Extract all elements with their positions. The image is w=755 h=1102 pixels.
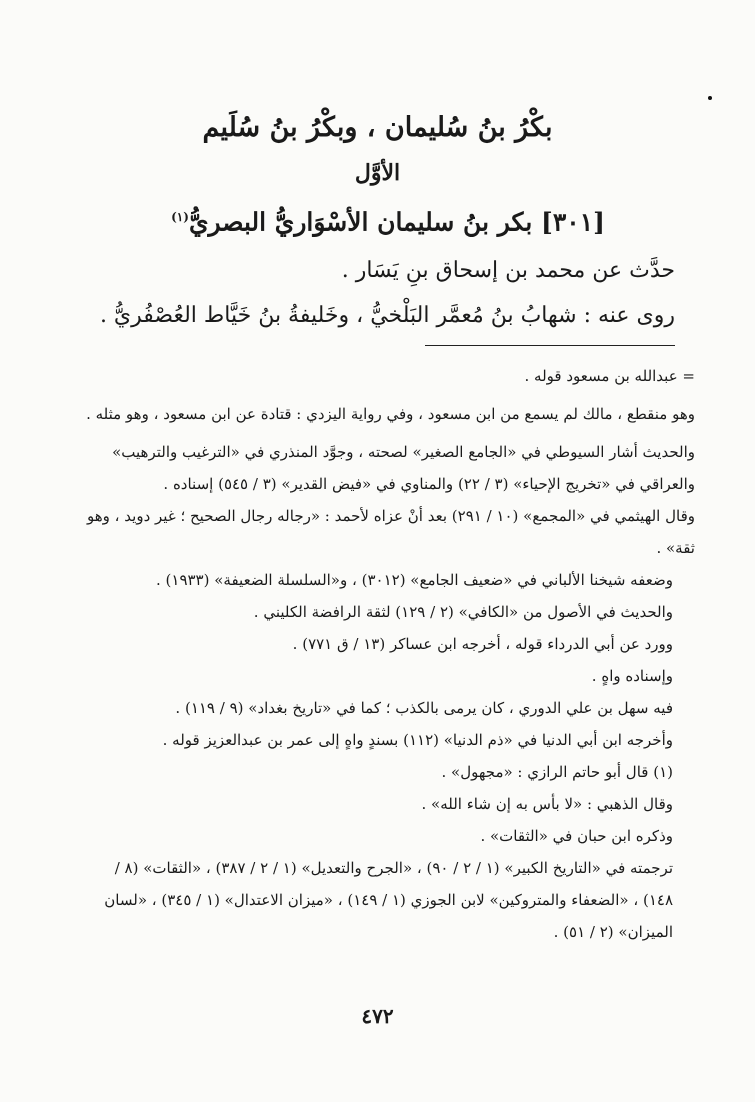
footnotes-block — [85, 360, 695, 948]
footnote-continuation: = عبدالله بن مسعود قوله . — [524, 367, 695, 385]
entry-number: [٣٠١] — [541, 207, 605, 237]
footnote-one: (١) قال أبو حاتم الرازي : «مجهول» . — [441, 763, 673, 781]
footnote-paragraph: وقال الذهبي : «لا بأس به إن شاء الله» . — [421, 795, 673, 813]
narrated-from-line: حدَّث عن محمد بن إسحاق بنِ يَسَار . — [341, 258, 675, 283]
footnote-paragraph: والحديث أشار السيوطي في «الجامع الصغير» لصحته ، وجوَّد المنذري في «الترغيب والترهيب» والعراقي في «تخريج الإحياء» (٣ / ٢٢) والمناوي في «فيض القدير» (٣ / ٥٤٥) إسناده . — [112, 443, 695, 493]
footnote-paragraph: فيه سهل بن علي الدوري ، كان يرمى بالكذب ؛ كما في «تاريخ بغداد» (٩ / ١١٩) . — [175, 699, 673, 717]
section-title: بكْرُ بنُ سُليمان ، وبكْرُ بنُ سُلَيم — [202, 112, 553, 143]
footnote-paragraph: وإسناده واهٍ . — [591, 667, 673, 685]
footnote-divider — [425, 345, 675, 346]
section-subtitle: الأوَّل — [354, 160, 401, 186]
footnote-paragraph: وقال الهيثمي في «المجمع» (١٠ / ٢٩١) بعد أنْ عزاه لأحمد : «رجاله رجال الصحيح ؛ غير دويد ، وهو ثقة» . — [87, 507, 695, 557]
footnote-paragraph: وورد عن أبي الدرداء قوله ، أخرجه ابن عساكر (١٣ / ق ٧٧١) . — [292, 635, 673, 653]
footnote-paragraph: وهو منقطع ، مالك لم يسمع من ابن مسعود ، وفي رواية اليزدي : قتادة عن ابن مسعود ، وهو مثله . — [86, 405, 695, 423]
page-number: ٤٧٢ — [361, 1004, 394, 1028]
narrators-line: روى عنه : شهابُ بنُ مُعمَّر البَلْخيُّ ، وخَليفةُ بنُ خَيَّاط العُصْفُريُّ . — [99, 303, 675, 328]
footnote-paragraph: وذكره ابن حبان في «الثقات» . — [480, 827, 673, 845]
footnote-references: ترجمته في «التاريخ الكبير» (١ / ٢ / ٩٠) ، «الجرح والتعديل» (١ / ٢ / ٣٨٧) ، «الثقات» (٨ / ١٤٨) ، «الضعفاء والمتروكين» لابن الجوزي (١ / ١٤٩) ، «ميزان الاعتدال» (١ / ٣٤٥) ، «لسان الميزان» (٢ / ٥١) . — [104, 859, 673, 941]
footnote-paragraph: وضعفه شيخنا الألباني في «ضعيف الجامع» (٣٠١٢) ، و«السلسلة الضعيفة» (١٩٣٣) . — [156, 571, 673, 589]
entry-name: بكر بنُ سليمان الأسْوَاريُّ البصريُّ — [188, 207, 533, 237]
entry-heading — [145, 197, 605, 242]
footnote-paragraph: والحديث في الأصول من «الكافي» (٢ / ١٢٩) لثقة الرافضة الكليني . — [253, 603, 673, 621]
ink-speck — [708, 96, 712, 100]
footnote-paragraph: وأخرجه ابن أبي الدنيا في «ذم الدنيا» (١١٢) بسندٍ واهٍ إلى عمر بن عبدالعزيز قوله . — [162, 731, 673, 749]
footnote-marker: (١) — [171, 210, 189, 224]
